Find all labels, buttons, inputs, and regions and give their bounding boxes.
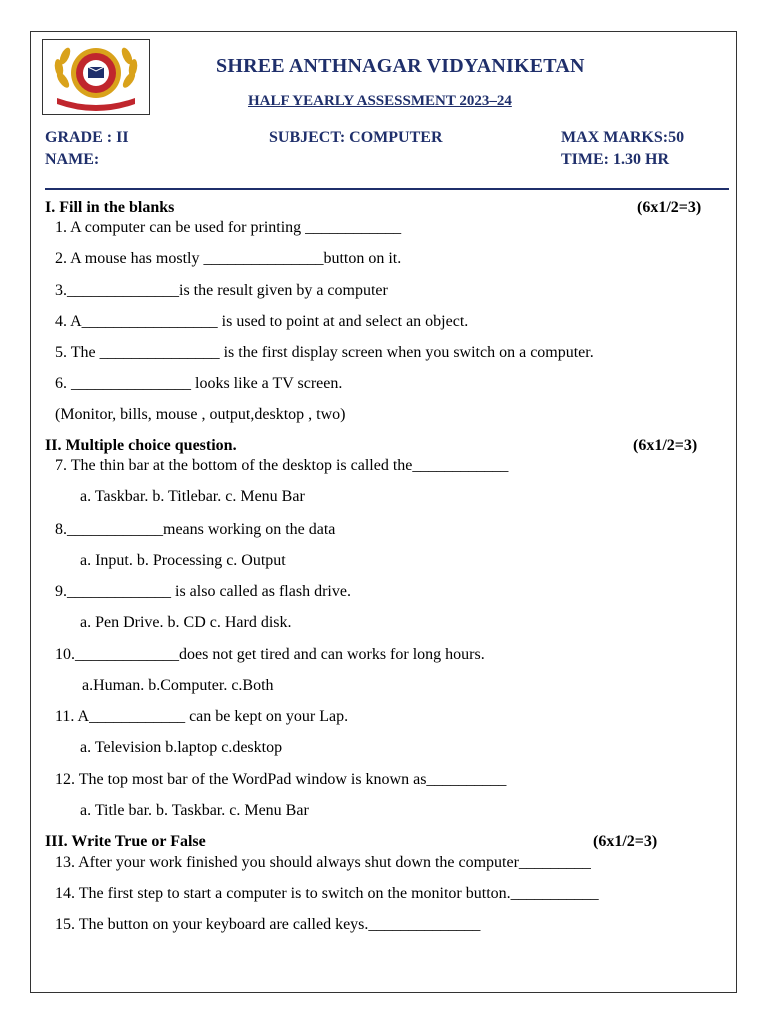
- question-1: 1. A computer can be used for printing ____________: [55, 219, 402, 236]
- question-11-options: a. Television b.laptop c.desktop: [80, 739, 283, 756]
- time-label: TIME: 1.30 HR: [561, 151, 669, 168]
- question-10: 10._____________does not get tired and can works for long hours.: [55, 646, 485, 663]
- question-7: 7. The thin bar at the bottom of the desktop is called the____________: [55, 457, 509, 474]
- name-label: NAME:: [45, 151, 100, 168]
- section-heading-mcq: II. Multiple choice question.: [45, 437, 237, 454]
- section-marks: (6x1/2=3): [633, 437, 698, 454]
- question-15: 15. The button on your keyboard are called keys.______________: [55, 916, 481, 933]
- question-8: 8.____________means working on the data: [55, 521, 336, 538]
- school-emblem-icon: [43, 40, 149, 114]
- question-2: 2. A mouse has mostly _______________button on it.: [55, 250, 402, 267]
- question-11: 11. A____________ can be kept on your Lap.: [55, 708, 349, 725]
- school-logo: [42, 39, 150, 115]
- section-marks: (6x1/2=3): [593, 833, 658, 850]
- section-heading-fill-blanks: I. Fill in the blanks: [45, 199, 175, 216]
- question-9: 9._____________ is also called as flash drive.: [55, 583, 351, 600]
- question-6: 6. _______________ looks like a TV screen.: [55, 375, 343, 392]
- question-13: 13. After your work finished you should always shut down the computer_________: [55, 854, 591, 871]
- section-heading-true-false: III. Write True or False: [45, 833, 206, 850]
- question-7-options: a. Taskbar. b. Titlebar. c. Menu Bar: [80, 488, 305, 505]
- question-12: 12. The top most bar of the WordPad window is known as__________: [55, 771, 507, 788]
- max-marks-label: MAX MARKS:50: [561, 129, 685, 146]
- exam-title: HALF YEARLY ASSESSMENT 2023–24: [248, 93, 512, 109]
- header-divider: [45, 188, 729, 190]
- question-9-options: a. Pen Drive. b. CD c. Hard disk.: [80, 614, 292, 631]
- question-14: 14. The first step to start a computer is to switch on the monitor button.___________: [55, 885, 599, 902]
- school-name: SHREE ANTHNAGAR VIDYANIKETAN: [216, 55, 585, 77]
- question-5: 5. The _______________ is the first display screen when you switch on a computer.: [55, 344, 594, 361]
- question-4: 4. A_________________ is used to point at and select an object.: [55, 313, 469, 330]
- question-3: 3.______________is the result given by a computer: [55, 282, 388, 299]
- section-marks: (6x1/2=3): [637, 199, 702, 216]
- subject-label: SUBJECT: COMPUTER: [269, 129, 443, 146]
- question-10-options: a.Human. b.Computer. c.Both: [82, 677, 274, 694]
- grade-label: GRADE : II: [45, 129, 129, 146]
- word-bank: (Monitor, bills, mouse , output,desktop , two): [55, 406, 346, 423]
- question-8-options: a. Input. b. Processing c. Output: [80, 552, 286, 569]
- question-12-options: a. Title bar. b. Taskbar. c. Menu Bar: [80, 802, 309, 819]
